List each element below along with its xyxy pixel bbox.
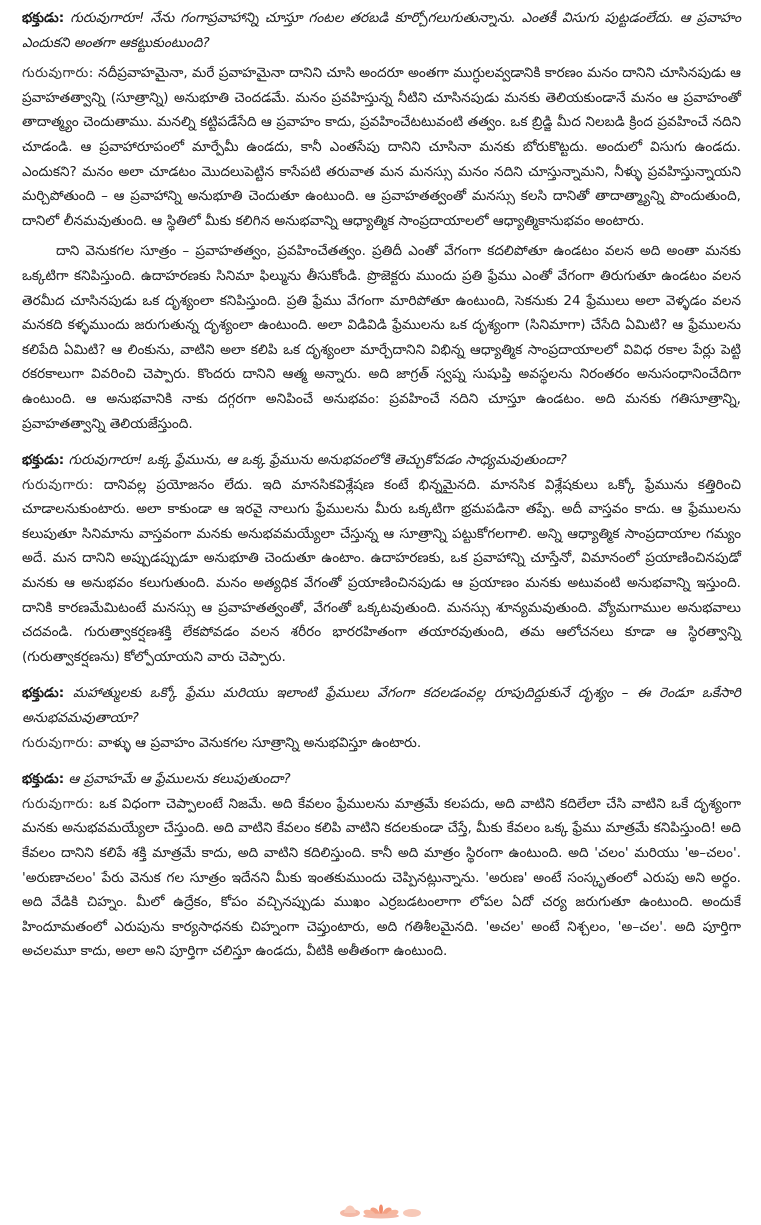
- question-paragraph: [22, 767, 741, 792]
- speaker-label-devotee: భక్తుడు:: [22, 771, 65, 788]
- answer-text: దాని వెనుకగల సూత్రం – ప్రవాహతత్వం, ప్రవహించేతత్వం. ప్రతిదీ ఎంతో వేగంగా కదలిపోతూ ఉండటం వలన అది అంతా మనకు ఒక్కటిగా కనిపిస్తుంది. ఉదాహరణకు సినిమా ఫిల్మును తీసుకోండి. ప్రొజెక్టరు ముందు ప్రతి ఫ్రేము ఎంతో వేగంగా తిరుగుతూ ఉండటం వలన తెరమీద చూసినపుడు ఒక దృశ్యంలా కనిపిస్తుంది. ప్రతి ఫ్రేము వేగంగా మారిపోతూ ఉంటుంది, సెకనుకు 24 ఫ్రేములు అలా వెళ్ళడం వలన మనకది కళ్ళముందు జరుగుతున్న దృశ్యంలా ఉంటుంది. అలా విడివిడి ఫ్రేములను ఒక దృశ్యంగా (సినిమాగా) చేసేది ఏమిటి? ఆ ఫ్రేములను కలిపేది ఏమిటి? ఆ లింకును, వాటిని అలా కలిపి ఒక దృశ్యంలా మార్చేదానిని విభిన్న ఆధ్యాత్మిక సాంప్రదాయాలలో వివిధ రకాల పేర్లు పెట్టి రకరకాలుగా వివరించి చెప్పారు. కొందరు దానిని ఆత్మ అన్నారు. అది జాగ్రత్ స్వప్న సుషుప్తి అవస్థలను నిరంతరం అనుసంధానించేదిగా ఉంటుంది. ఆ అనుభవానికి నాకు దగ్గరగా అనిపించే అనుభవం: ప్రవహించే నదిని చూస్తూ ఉండటం. అది మనకు గతిసూత్రాన్ని, ప్రవాహతత్వాన్ని తెలియజేస్తుంది.: [22, 243, 741, 432]
- question-text: ఆ ప్రవాహమే ఆ ఫ్రేములను కలుపుతుందా?: [64, 771, 291, 788]
- lotus-flower-icon: [336, 1197, 426, 1219]
- answer-paragraph: [22, 792, 741, 964]
- speaker-label-devotee: భక్తుడు:: [22, 685, 65, 702]
- question-text: గురువుగారూ! నేను గంగాప్రవాహాన్ని చూస్తూ గంటల తరబడి కూర్చోగలుగుతున్నాను. ఎంతకీ విసుగు పుట్టడంలేదు. ఆ ప్రవాహం ఎందుకని అంతగా ఆకట్టుకుంటుంది?: [22, 10, 741, 51]
- question-paragraph: [22, 6, 741, 55]
- answer-paragraph: [22, 473, 741, 670]
- speaker-label-devotee: భక్తుడు:: [22, 10, 65, 26]
- speaker-label-guru: గురువుగారు:: [22, 65, 94, 82]
- speaker-label-guru: గురువుగారు:: [22, 795, 94, 812]
- question-block-4: [22, 767, 741, 964]
- speaker-label-guru: గురువుగారు:: [22, 476, 94, 493]
- answer-paragraph-continued: [22, 239, 741, 436]
- answer-text: ఒక విధంగా చెప్పాలంటే నిజమే. అది కేవలం ఫ్రేములను మాత్రమే కలపదు, అది వాటిని కదిలేలా చేసి వాటిని ఒకే దృశ్యంగా మనకు అనుభవమయ్యేలా చేస్తుంది. అది వాటిని కేవలం కలిపి వాటిని కదలకుండా చేస్తే, మీకు కేవలం ఒక్క ఫ్రేము మాత్రమే కనిపిస్తుంది! అది కేవలం దానిని కలిపే శక్తి మాత్రమే కాదు, అది వాటిని కదిలిస్తుంది. కానీ అది మాత్రం స్థిరంగా ఉంటుంది. అది 'చలం' మరియు 'అ–చలం'. 'అరుణాచలం' పేరు వెనుక గల సూత్రం ఇదేనని మీకు ఇంతకుముందు చెప్పినట్లున్నాను. 'అరుణ' అంటే సంస్కృతంలో ఎరుపు అని అర్థం. అది వేడికి చిహ్నం. మీలో ఉద్రేకం, కోపం వచ్చినప్పుడు ముఖం ఎర్రబడటంలాగా లోపల ఏదో చర్య జరుగుతూ ఉంటుంది. అందుకే హిందూమతంలో ఎరుపును కార్యసాధనకు చిహ్నంగా చెప్తుంటారు, అది గతిశీలమైనది. 'అచల' అంటే నిశ్చలం, 'అ–చల'. అది పూర్తిగా అచలమూ కాదు, అలా అని పూర్తిగా చలిస్తూ ఉండదు, వీటికి అతీతంగా ఉంటుంది.: [22, 795, 741, 960]
- answer-paragraph: [22, 731, 741, 756]
- answer-text: దానివల్ల ప్రయోజనం లేదు. ఇది మానసికవిశ్లేషణ కంటే భిన్నమైనది. మానసిక విశ్లేషకులు ఒక్కో ఫ్రేమును కత్తిరించి చూడాలనుకుంటారు. అలా కాకుండా ఆ ఇరవై నాలుగు ఫ్రేములను మీరు ఒక్కటిగా భ్రమపడినా తప్పే. అదీ వాస్తవం కాదు. ఆ ఫ్రేములను కలుపుతూ సినిమాను వాస్తవంగా మనకు అనుభవమయ్యేలా చేస్తున్న ఆ సూత్రాన్ని పట్టుకోగలగాలి. అన్ని ఆధ్యాత్మిక సాంప్రదాయాల గమ్యం అదే. మన దానిని అప్పుడప్పుడూ అనుభూతి చెందుతూ ఉంటాం. ఉదాహరణకు, ఒక ప్రవాహాన్ని చూస్తేనో, విమానంలో ప్రయాణించినపుడో మనకు ఆ అనుభవం కలుగుతుంది. మనం అత్యధిక వేగంతో ప్రయాణించినపుడు ఆ ప్రయాణం మనకు అటువంటి అనుభవాన్ని ఇస్తుంది. దానికి కారణమేమిటంటే మనస్సు ఆ ప్రవాహతత్వంతో, వేగంతో ఒక్కటవుతుంది. మనస్సు శూన్యమవుతుంది. వ్యోమగాముల అనుభవాలు చదవండి. గురుత్వాకర్షణశక్తి లేకపోవడం వలన శరీరం భారరహితంగా తయారవుతుంది, తమ ఆలోచనలు కూడా ఆ స్థిరత్వాన్ని (గురుత్వాకర్షణను) కోల్పోయాయని వారు చెప్పారు.: [22, 476, 741, 665]
- answer-text: నదీప్రవాహమైనా, మరే ప్రవాహమైనా దానిని చూసి అందరూ అంతగా ముగ్ధులవ్వడానికి కారణం మనం దానిని చూసినపుడు ఆ ప్రవాహతత్వాన్ని (సూత్రాన్ని) అనుభూతి చెందడమే. మనం ప్రవహిస్తున్న నీటిని చూసినపుడు మనకు తెలియకుండానే మనం ఆ ప్రవాహంతో తాదాత్మ్యం చెందుతాము. మనల్ని కట్టిపడేసేది ఆ ప్రవాహం కాదు, ప్రవహించేటటువంటి తత్వం. ఒక బ్రిడ్జి మీద నిలబడి క్రింద ప్రవహించే నదిని చూడండి. ఆ ప్రవాహారూపంలో మార్పేమీ ఉండదు, కానీ ఎంతసేపు దానిని చూసినా మనకు బోరుకొట్టదు. అందులో విసుగు ఉండదు. ఎందుకని? మనం అలా చూడటం మొదలుపెట్టిన కాసేపటి తరువాత మన మనస్సు మనం నదిని చూస్తున్నామని, నీళ్ళు ప్రవహిస్తున్నాయని మర్చిపోతుంది – ఆ ప్రవాహాన్ని అనుభూతి చెందుతూ ఉంటుంది. ఆ ప్రవాహతత్వంతో మనస్సు కలసి దానితో తాదాత్మ్యాన్ని పొందుతుంది, దానిలో లీనమవుతుంది. ఆ స్థితిలో మీకు కలిగిన అనుభవాన్ని ఆధ్యాత్మిక సాంప్రదాయాలలో ఆధ్యాత్మికానుభవం అంటారు.: [22, 65, 741, 229]
- question-paragraph: [22, 448, 741, 473]
- question-paragraph: [22, 681, 741, 730]
- footer-ornament: [0, 1197, 761, 1219]
- speaker-label-devotee: భక్తుడు:: [22, 452, 65, 469]
- question-block-1: [22, 6, 741, 436]
- question-block-3: [22, 681, 741, 755]
- answer-text: వాళ్ళు ఆ ప్రవాహం వెనుకగల సూత్రాన్ని అనుభవిస్తూ ఉంటారు.: [93, 734, 422, 751]
- question-text: గురువుగారూ! ఒక్క ఫ్రేమును, ఆ ఒక్క ఫ్రేమును అనుభవంలోకి తెచ్చుకోవడం సాధ్యమవుతుందా?: [64, 452, 567, 469]
- question-text: మహాత్ములకు ఒక్కో ఫ్రేము మరియు ఇలాంటి ఫ్రేములు వేగంగా కదలడంవల్ల రూపుదిద్దుకునే దృశ్యం – ఈ రెండూ ఒకేసారి అనుభవమవుతాయా?: [22, 685, 741, 727]
- speaker-label-guru: గురువుగారు:: [22, 734, 94, 751]
- answer-paragraph: [22, 61, 741, 233]
- question-block-2: [22, 448, 741, 669]
